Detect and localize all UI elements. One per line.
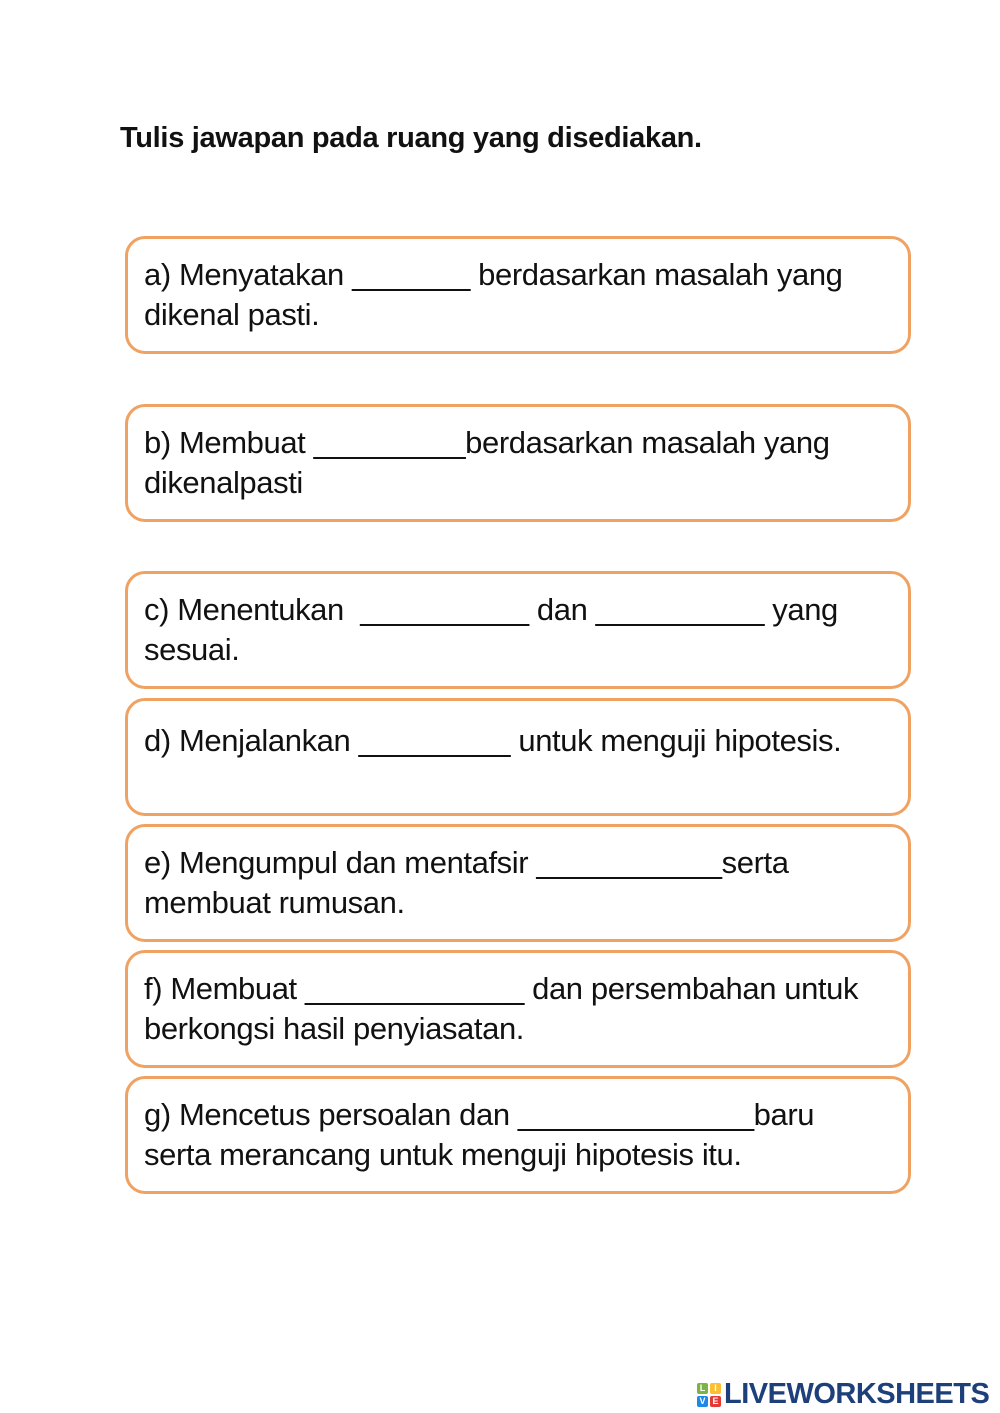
question-line: e) Mengumpul dan mentafsir ___________serta [144, 845, 789, 880]
question-line: membuat rumusan. [144, 885, 405, 920]
question-line: serta merancang untuk menguji hipotesis itu. [144, 1137, 742, 1172]
question-line: sesuai. [144, 632, 240, 667]
question-box-e [125, 824, 911, 942]
question-line: dikenalpasti [144, 465, 303, 500]
question-box-g [125, 1076, 911, 1194]
question-line: berkongsi hasil penyiasatan. [144, 1011, 524, 1046]
logo-letter: L [697, 1383, 708, 1394]
logo-letter: V [697, 1396, 708, 1407]
liveworksheets-logo [697, 1378, 989, 1411]
question-text [144, 1095, 814, 1175]
question-box-b [125, 404, 911, 522]
question-box-d [125, 698, 911, 816]
question-box-c [125, 571, 911, 689]
question-line: b) Membuat _________berdasarkan masalah yang [144, 425, 830, 460]
instruction-heading: Tulis jawapan pada ruang yang disediakan. [120, 122, 702, 154]
question-box-f [125, 950, 911, 1068]
question-line: d) Menjalankan _________ untuk menguji hipotesis. [144, 723, 842, 758]
question-line: f) Membuat _____________ dan persembahan untuk [144, 971, 859, 1006]
question-line: c) Menentukan __________ dan __________ yang [144, 592, 838, 627]
logo-icon [697, 1383, 721, 1407]
question-text [144, 590, 838, 670]
question-line: g) Mencetus persoalan dan ______________baru [144, 1097, 815, 1132]
question-line: a) Menyatakan _______ berdasarkan masalah yang [144, 257, 843, 292]
question-text [144, 969, 858, 1049]
question-text [144, 721, 841, 761]
question-text [144, 423, 830, 503]
question-text [144, 843, 789, 923]
logo-wordmark: LIVEWORKSHEETS [724, 1378, 990, 1410]
logo-letter: E [710, 1396, 721, 1407]
logo-letter: I [710, 1383, 721, 1394]
question-line: dikenal pasti. [144, 297, 320, 332]
question-text [144, 255, 843, 335]
question-box-a [125, 236, 911, 354]
